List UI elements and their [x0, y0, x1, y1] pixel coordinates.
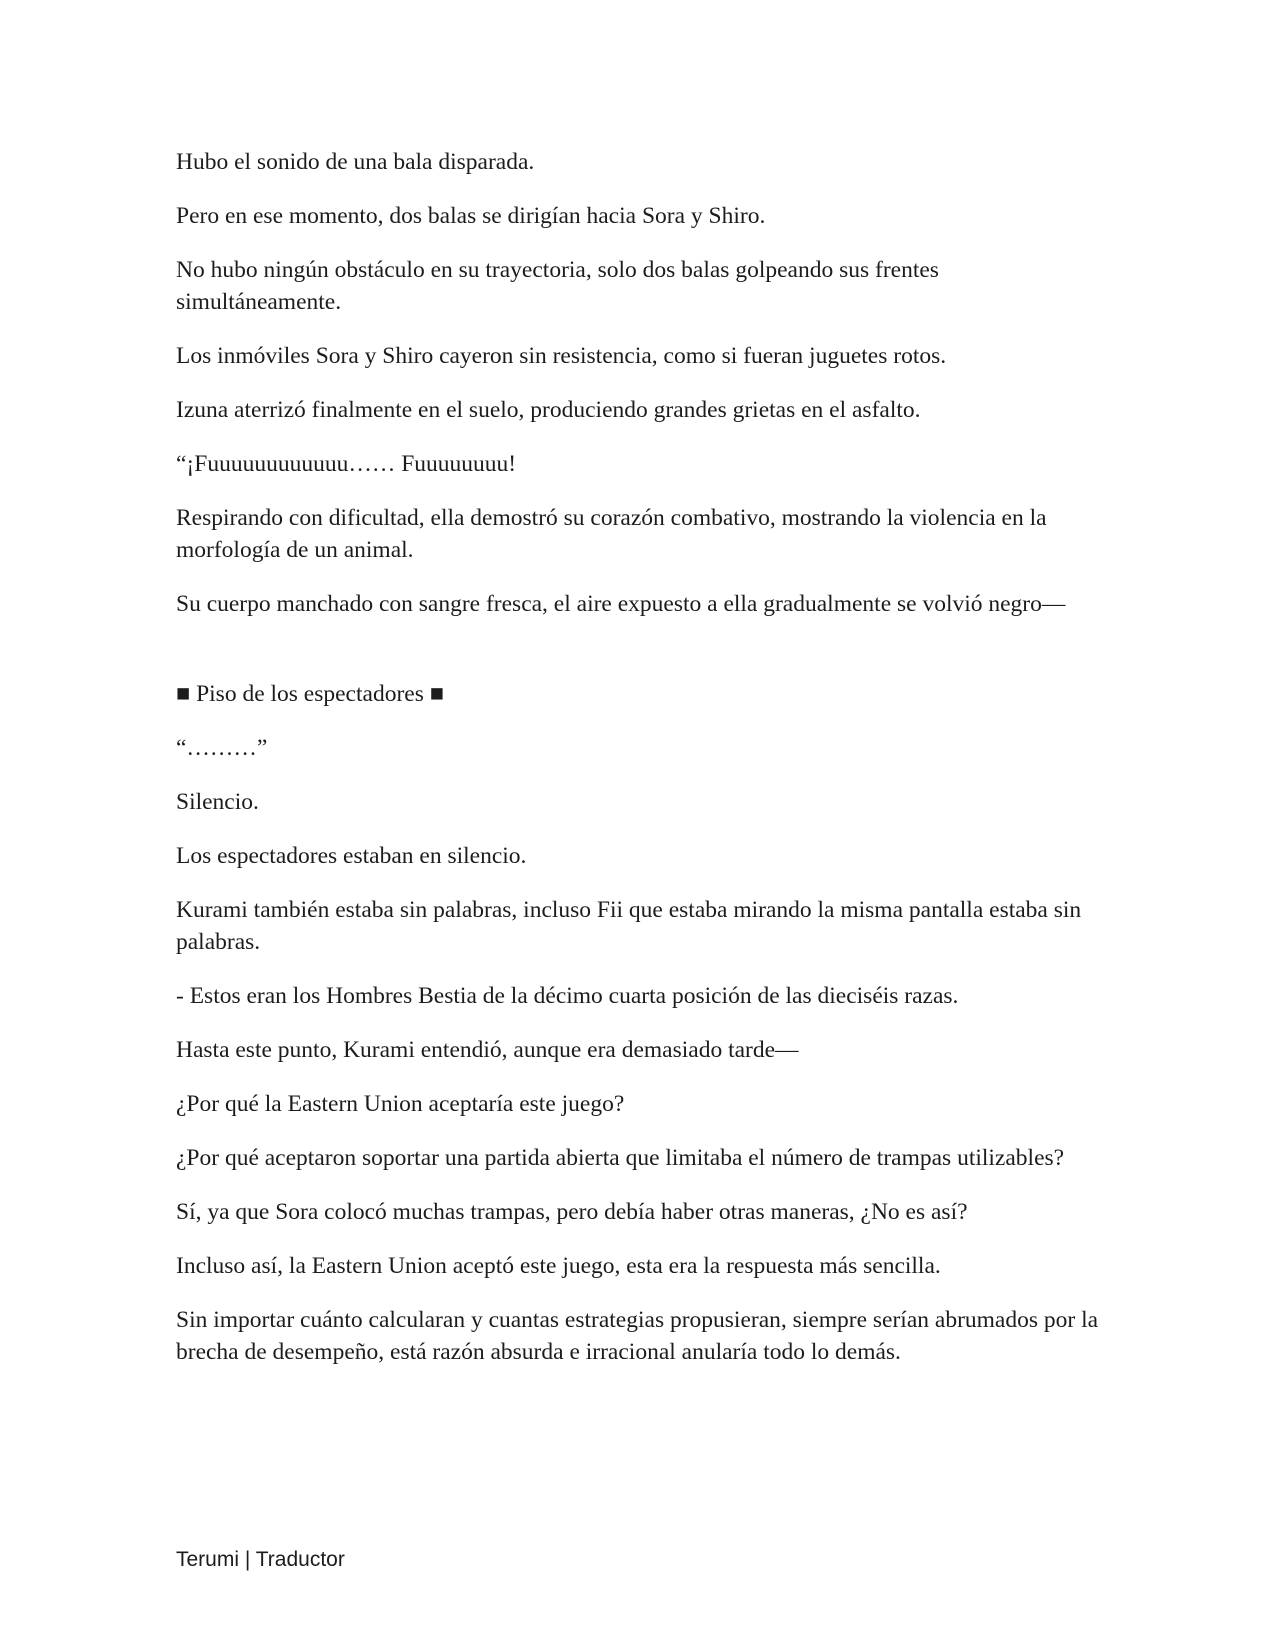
paragraph: Silencio. [176, 789, 259, 815]
section-heading: ■ Piso de los espectadores ■ [176, 681, 444, 707]
paragraph: - Estos eran los Hombres Bestia de la décimo cuarta posición de las dieciséis razas. [176, 983, 959, 1009]
paragraph: Hasta este punto, Kurami entendió, aunque era demasiado tarde— [176, 1037, 799, 1063]
paragraph: ¿Por qué la Eastern Union aceptaría este juego? [176, 1091, 625, 1117]
body-text [176, 146, 1106, 1390]
paragraph: Hubo el sonido de una bala disparada. [176, 149, 535, 175]
paragraph: Su cuerpo manchado con sangre fresca, el aire expuesto a ella gradualmente se volvió negro— [176, 591, 1066, 617]
page-footer: Terumi | Traductor [176, 1548, 345, 1571]
paragraph: Izuna aterrizó finalmente en el suelo, produciendo grandes grietas en el asfalto. [176, 397, 921, 423]
paragraph: Kurami también estaba sin palabras, incluso Fii que estaba mirando la misma pantalla estaba sin palabras. [176, 897, 1082, 955]
paragraph: Incluso así, la Eastern Union aceptó este juego, esta era la respuesta más sencilla. [176, 1253, 941, 1279]
paragraph: Sí, ya que Sora colocó muchas trampas, pero debía haber otras maneras, ¿No es así? [176, 1199, 968, 1225]
paragraph: Sin importar cuánto calcularan y cuantas estrategias propusieran, siempre serían abrumados por la brecha de desempeño, está razón absurda e irracional anularía todo lo demás. [176, 1307, 1099, 1365]
paragraph: Los espectadores estaban en silencio. [176, 843, 527, 869]
paragraph: Los inmóviles Sora y Shiro cayeron sin resistencia, como si fueran juguetes rotos. [176, 343, 947, 369]
paragraph: “¡Fuuuuuuuuuuuu…… Fuuuuuuuu! [176, 451, 517, 477]
paragraph: Respirando con dificultad, ella demostró su corazón combativo, mostrando la violencia en la morfología de un animal. [176, 505, 1047, 563]
paragraph: ¿Por qué aceptaron soportar una partida abierta que limitaba el número de trampas utilizables? [176, 1145, 1065, 1171]
paragraph: No hubo ningún obstáculo en su trayectoria, solo dos balas golpeando sus frentes simultáneamente. [176, 257, 939, 315]
paragraph: “………” [176, 735, 268, 761]
paragraph: Pero en ese momento, dos balas se dirigían hacia Sora y Shiro. [176, 203, 766, 229]
